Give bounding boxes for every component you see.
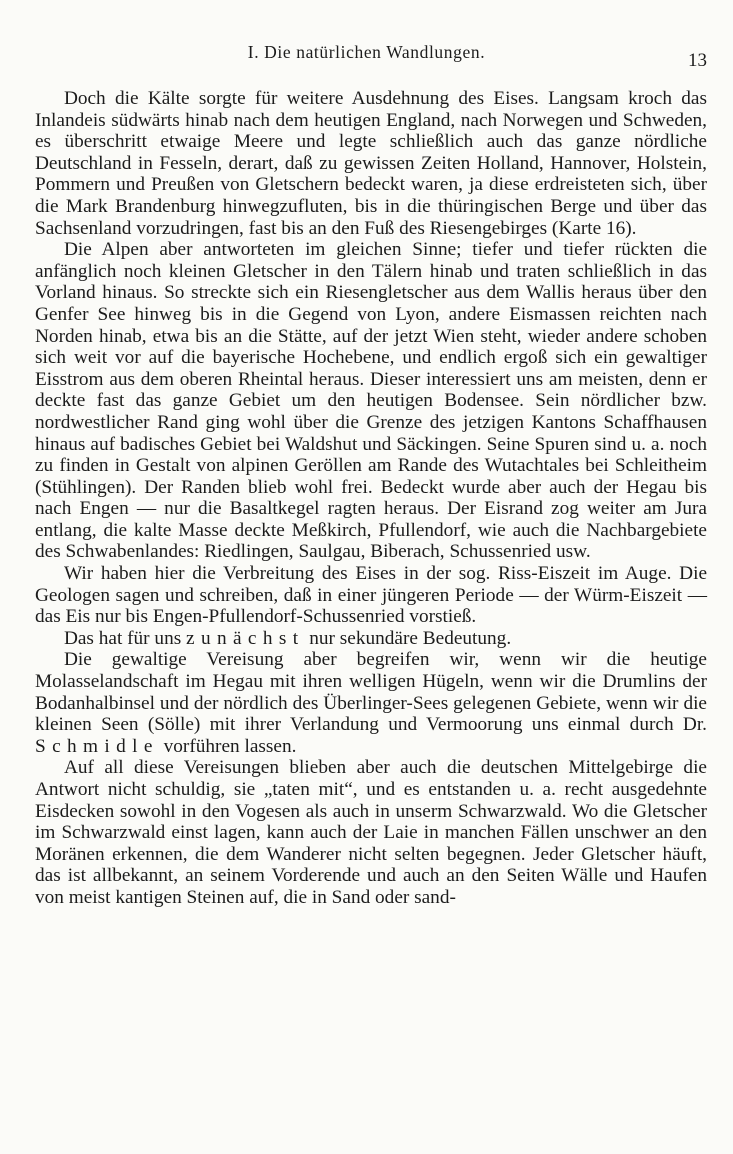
running-head: I. Die natürlichen Wandlungen. — [247, 42, 486, 62]
paragraph: Doch die Kälte sorgte für weitere Ausdehnung des Eises. Langsam kroch das Inlandeis südwärts hinab nach dem heutigen England, nach Norwegen und Schweden, es überschritt etwaige Meere und legte schließlich auch das ganze nördliche Deutschland in Fesseln, derart, daß zu gewissen Zeiten Holland, Hannover, Holstein, Pommern und Preußen von Gletschern bedeckt waren, ja diese erdreisteten sich, über die Mark Brandenburg hinwegzufluten, bis in die thüringischen Berge und über das Sachsenland vorzudringen, fast bis an den Fuß des Riesengebirges (Karte 16). — [35, 88, 707, 239]
text-run: vorführen lassen. — [158, 735, 297, 757]
spaced-emphasis: Schmidle — [35, 735, 159, 757]
paragraph: Wir haben hier die Verbreitung des Eises in der sog. Riss-Eiszeit im Auge. Die Geologen sagen und schreiben, daß in einer jüngeren Periode — der Würm-Eiszeit — das Eis nur bis Engen-Pfullendorf-Schussenried vorstieß. — [35, 563, 707, 628]
spaced-emphasis: zunächst — [186, 627, 305, 649]
body-text — [35, 88, 707, 909]
paragraph: Die Alpen aber antworteten im gleichen Sinne; tiefer und tiefer rückten die anfänglich noch kleinen Gletscher in den Tälern hinab und traten schließlich in das Vorland hinaus. So streckte sich ein Riesengletscher aus dem Wallis heraus über den Genfer See hinweg bis in die Gegend von Lyon, andere Eismassen reichten nach Norden hinab, etwa bis an die Stätte, auf der jetzt Wien steht, wieder andere schoben sich weit vor auf die bayerische Hochebene, und endlich ergoß sich ein gewaltiger Eisstrom aus dem oberen Rheintal heraus. Dieser interessiert uns am meisten, denn er deckte fast das ganze Gebiet um den heutigen Bodensee. Sein nördlicher bzw. nordwestlicher Rand ging wohl über die Grenze des jetzigen Kantons Schaffhausen hinaus auf badisches Gebiet bei Waldshut und Säckingen. Seine Spuren sind u. a. noch zu finden in Gestalt von alpinen Geröllen am Rande des Wutachtales bei Schleitheim (Stühlingen). Der Randen blieb wohl frei. Bedeckt wurde aber auch der Hegau bis nach Engen — nur die Basaltkegel ragten heraus. Der Eisrand zog weiter am Jura entlang, die kalte Masse deckte Meßkirch, Pfullendorf, wie auch die Nachbargebiete des Schwabenlandes: Riedlingen, Saulgau, Biberach, Schussenried usw. — [35, 239, 707, 563]
text-run: nur sekundäre Bedeutung. — [304, 627, 512, 649]
text-run: Das hat für uns — [63, 627, 187, 649]
page-number: 13 — [688, 50, 707, 71]
paragraph: Auf all diese Vereisungen blieben aber auch die deutschen Mittelgebirge die Antwort nicht schuldig, sie „taten mit“, und es entstanden u. a. recht ausgedehnte Eisdecken sowohl in den Vogesen als auch in unserm Schwarzwald. Wo die Gletscher im Schwarzwald einst lagen, kann auch der Laie in manchen Fällen unschwer an den Moränen erkennen, die dem Wanderer nicht selten begegnen. Jeder Gletscher häuft, das ist allbekannt, an seinem Vorderende und auch an den Seiten Wälle und Haufen von meist kantigen Steinen auf, die in Sand oder sand- — [35, 757, 707, 908]
paragraph — [35, 628, 707, 650]
paragraph — [35, 649, 707, 757]
text-run: Die gewaltige Vereisung aber begreifen wir, wenn wir die heutige Molasselandschaft im Hegau mit ihren welligen Hügeln, wenn wir die Drumlins der Bodanhalbinsel und der nördlich des Überlinger-Sees gelegenen Gebiete, wenn wir die kleinen Seen (Sölle) mit ihrer Verlandung und Vermoorung uns einmal durch Dr. — [35, 649, 707, 736]
